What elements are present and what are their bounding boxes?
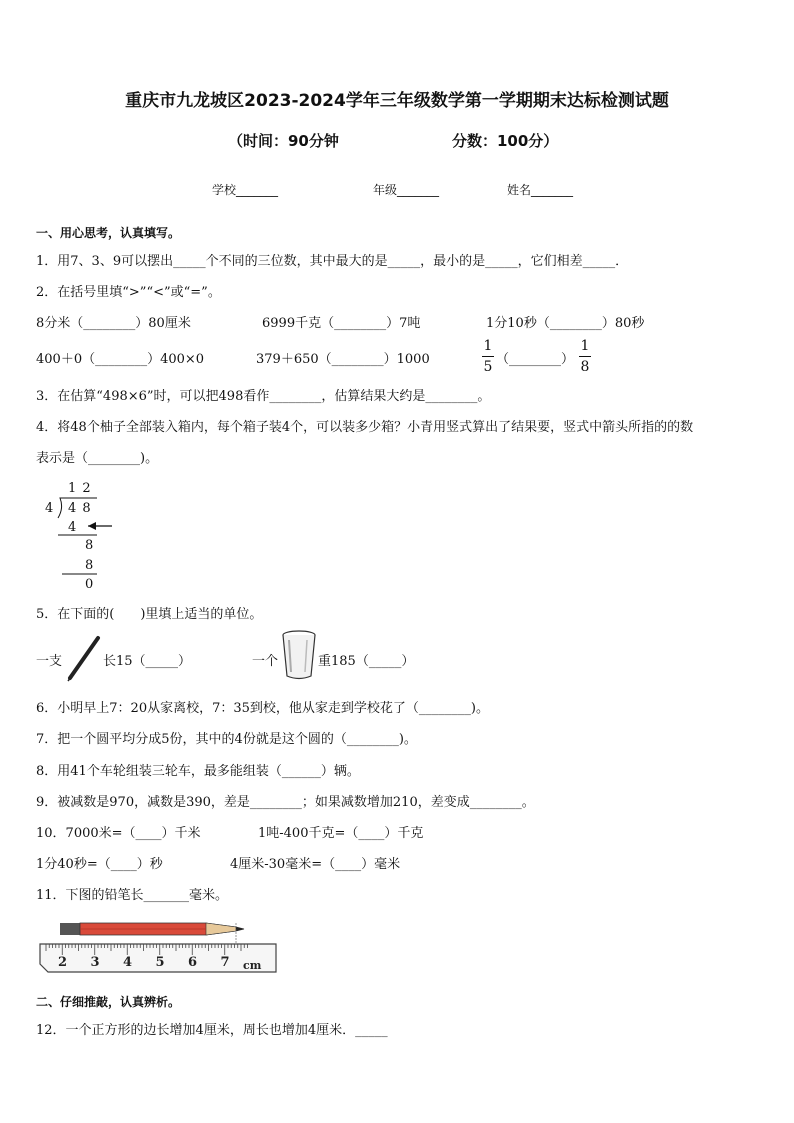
section-1-heading: 一、用心思考，认真填写。 [36, 226, 181, 240]
q2-item-4: 400＋0（________）400×0 [36, 352, 205, 367]
ruler-label: 2 [58, 955, 68, 970]
section-2-heading: 二、仔细推敲，认真辨析。 [36, 995, 181, 1009]
question-10-c: 1分40秒=（____）秒 [36, 857, 163, 872]
question-2: 2．在括号里填“>”“<”或“=”。 [36, 285, 221, 300]
question-9: 9．被减数是970，减数是390，差是________；如果减数增加210，差变成________。 [36, 795, 535, 810]
question-5: 5．在下面的( )里填上适当的单位。 [36, 607, 263, 622]
q5-cup-suffix: 重185（_____） [318, 654, 415, 669]
ruler-label: 5 [155, 955, 165, 970]
q2-item-3: 1分10秒（________）80秒 [486, 316, 645, 331]
division-lines [0, 0, 200, 600]
school-field: 学校_______ [212, 183, 279, 197]
ruler-label: 7 [220, 955, 230, 970]
ruler-label: 3 [90, 955, 100, 970]
q2-item-2: 6999千克（________）7吨 [262, 316, 421, 331]
division-dividend: 4 8 [68, 501, 92, 516]
question-10-b: 1吨-400千克=（____）千克 [258, 826, 424, 841]
question-7: 7．把一个圆平均分成5份，其中的4份就是这个圆的（________)。 [36, 732, 417, 747]
fraction-one-eighth [579, 338, 591, 375]
question-4-line-2: 表示是（________)。 [36, 451, 159, 466]
grade-field: 年级_______ [373, 183, 440, 197]
fraction-numerator: 1 [483, 338, 493, 354]
question-3: 3．在估算“498×6”时，可以把498看作________，估算结果大约是________。 [36, 389, 491, 404]
question-10-d: 4厘米-30毫米=（____）毫米 [230, 857, 401, 872]
q2-item-6: （________） [496, 352, 575, 367]
page-title: 重庆市九龙坡区2023-2024学年三年级数学第一学期期末达标检测试题 [125, 91, 669, 111]
pen-icon [66, 634, 102, 682]
exam-score: 分数：100分） [452, 132, 559, 150]
fraction-denominator: 8 [580, 359, 590, 375]
q5-pen-suffix: 长15（_____） [103, 654, 192, 669]
question-10-a: 10．7000米=（____）千米 [36, 826, 201, 841]
question-12: 12．一个正方形的边长增加4厘米，周长也增加4厘米．_____ [36, 1023, 388, 1038]
division-quotient: 1 2 [68, 481, 92, 496]
ruler-pencil-figure [36, 914, 282, 978]
division-step-2: 8 [85, 538, 94, 553]
question-8: 8．用41个车轮组装三轮车，最多能组装（______）辆。 [36, 764, 360, 779]
q2-item-1: 8分米（________）80厘米 [36, 316, 191, 331]
question-4-line-1: 4．将48个柚子全部装入箱内，每个箱子装4个，可以装多少箱？小青用竖式算出了结果要，竖式中箭头所指的的数 [36, 420, 694, 435]
exam-time: （时间：90分钟 [228, 132, 339, 150]
q5-cup-prefix: 一个 [252, 654, 279, 669]
ruler-label: 4 [123, 955, 133, 970]
division-divisor: 4 [45, 501, 54, 516]
fraction-one-fifth [482, 338, 494, 375]
name-field: 姓名_______ [507, 183, 574, 197]
division-step-3: 8 [85, 558, 94, 573]
pencil-eraser [60, 923, 80, 935]
fraction-numerator: 1 [580, 338, 590, 354]
question-6: 6．小明早上7：20从家离校，7：35到校，他从家走到学校花了（________)。 [36, 701, 489, 716]
q2-item-5: 379＋650（________）1000 [256, 352, 430, 367]
division-step-1: 4 [68, 520, 77, 535]
ruler-label: 6 [188, 955, 198, 970]
ruler-label: cm [243, 959, 262, 972]
q5-pen-prefix: 一支 [36, 654, 63, 669]
fraction-denominator: 5 [483, 359, 493, 375]
question-11: 11．下图的铅笔长_______毫米。 [36, 888, 229, 903]
cup-icon [280, 630, 318, 682]
question-1: 1．用7、3、9可以摆出_____个不同的三位数，其中最大的是_____，最小的是_____，它们相差_____． [36, 254, 629, 269]
division-remainder: 0 [85, 577, 94, 592]
